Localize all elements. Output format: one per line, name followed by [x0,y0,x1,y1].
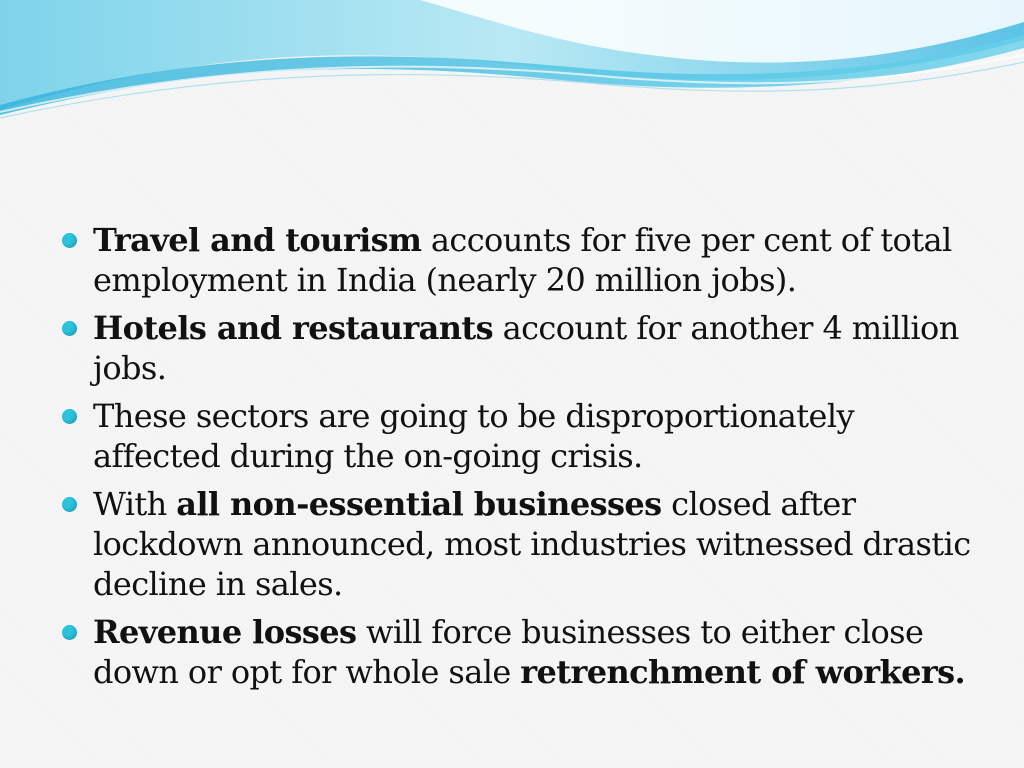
bullet-text: accounts for five per cent of total employment in India (nearly 20 million jobs). [93,221,952,299]
bullet-list [60,220,980,692]
bullet-text: These sectors are going to be disproportionately affected during the on-going crisis. [93,397,854,475]
bullet-text: closed after lockdown announced, most industries witnessed drastic decline in sales. [93,485,971,603]
bullet-dot-icon [62,233,77,248]
bullet-dot-icon [62,321,77,336]
bullet-content [60,220,980,700]
bullet-item-revenue-losses [60,612,980,692]
bullet-text: account for another 4 million jobs. [93,309,959,387]
bullet-dot-icon [62,409,77,424]
bullet-text: will force businesses to either close down or opt for whole sale [93,613,924,691]
bullet-bold-text: Revenue losses [93,613,357,651]
bullet-bold-text: all non-essential businesses [176,485,662,523]
bullet-item-non-essential-businesses [60,484,980,604]
bullet-bold-end-text: retrenchment of workers. [520,653,966,691]
bullet-pre-text: With [93,485,177,523]
bullet-dot-icon [62,625,77,640]
bullet-item-travel-tourism [60,220,980,300]
wave-header-decoration [0,0,1024,130]
bullet-bold-text: Hotels and restaurants [93,309,494,347]
bullet-item-sectors-affected [60,396,980,476]
bullet-item-hotels-restaurants [60,308,980,388]
bullet-bold-text: Travel and tourism [93,221,422,259]
bullet-dot-icon [62,497,77,512]
